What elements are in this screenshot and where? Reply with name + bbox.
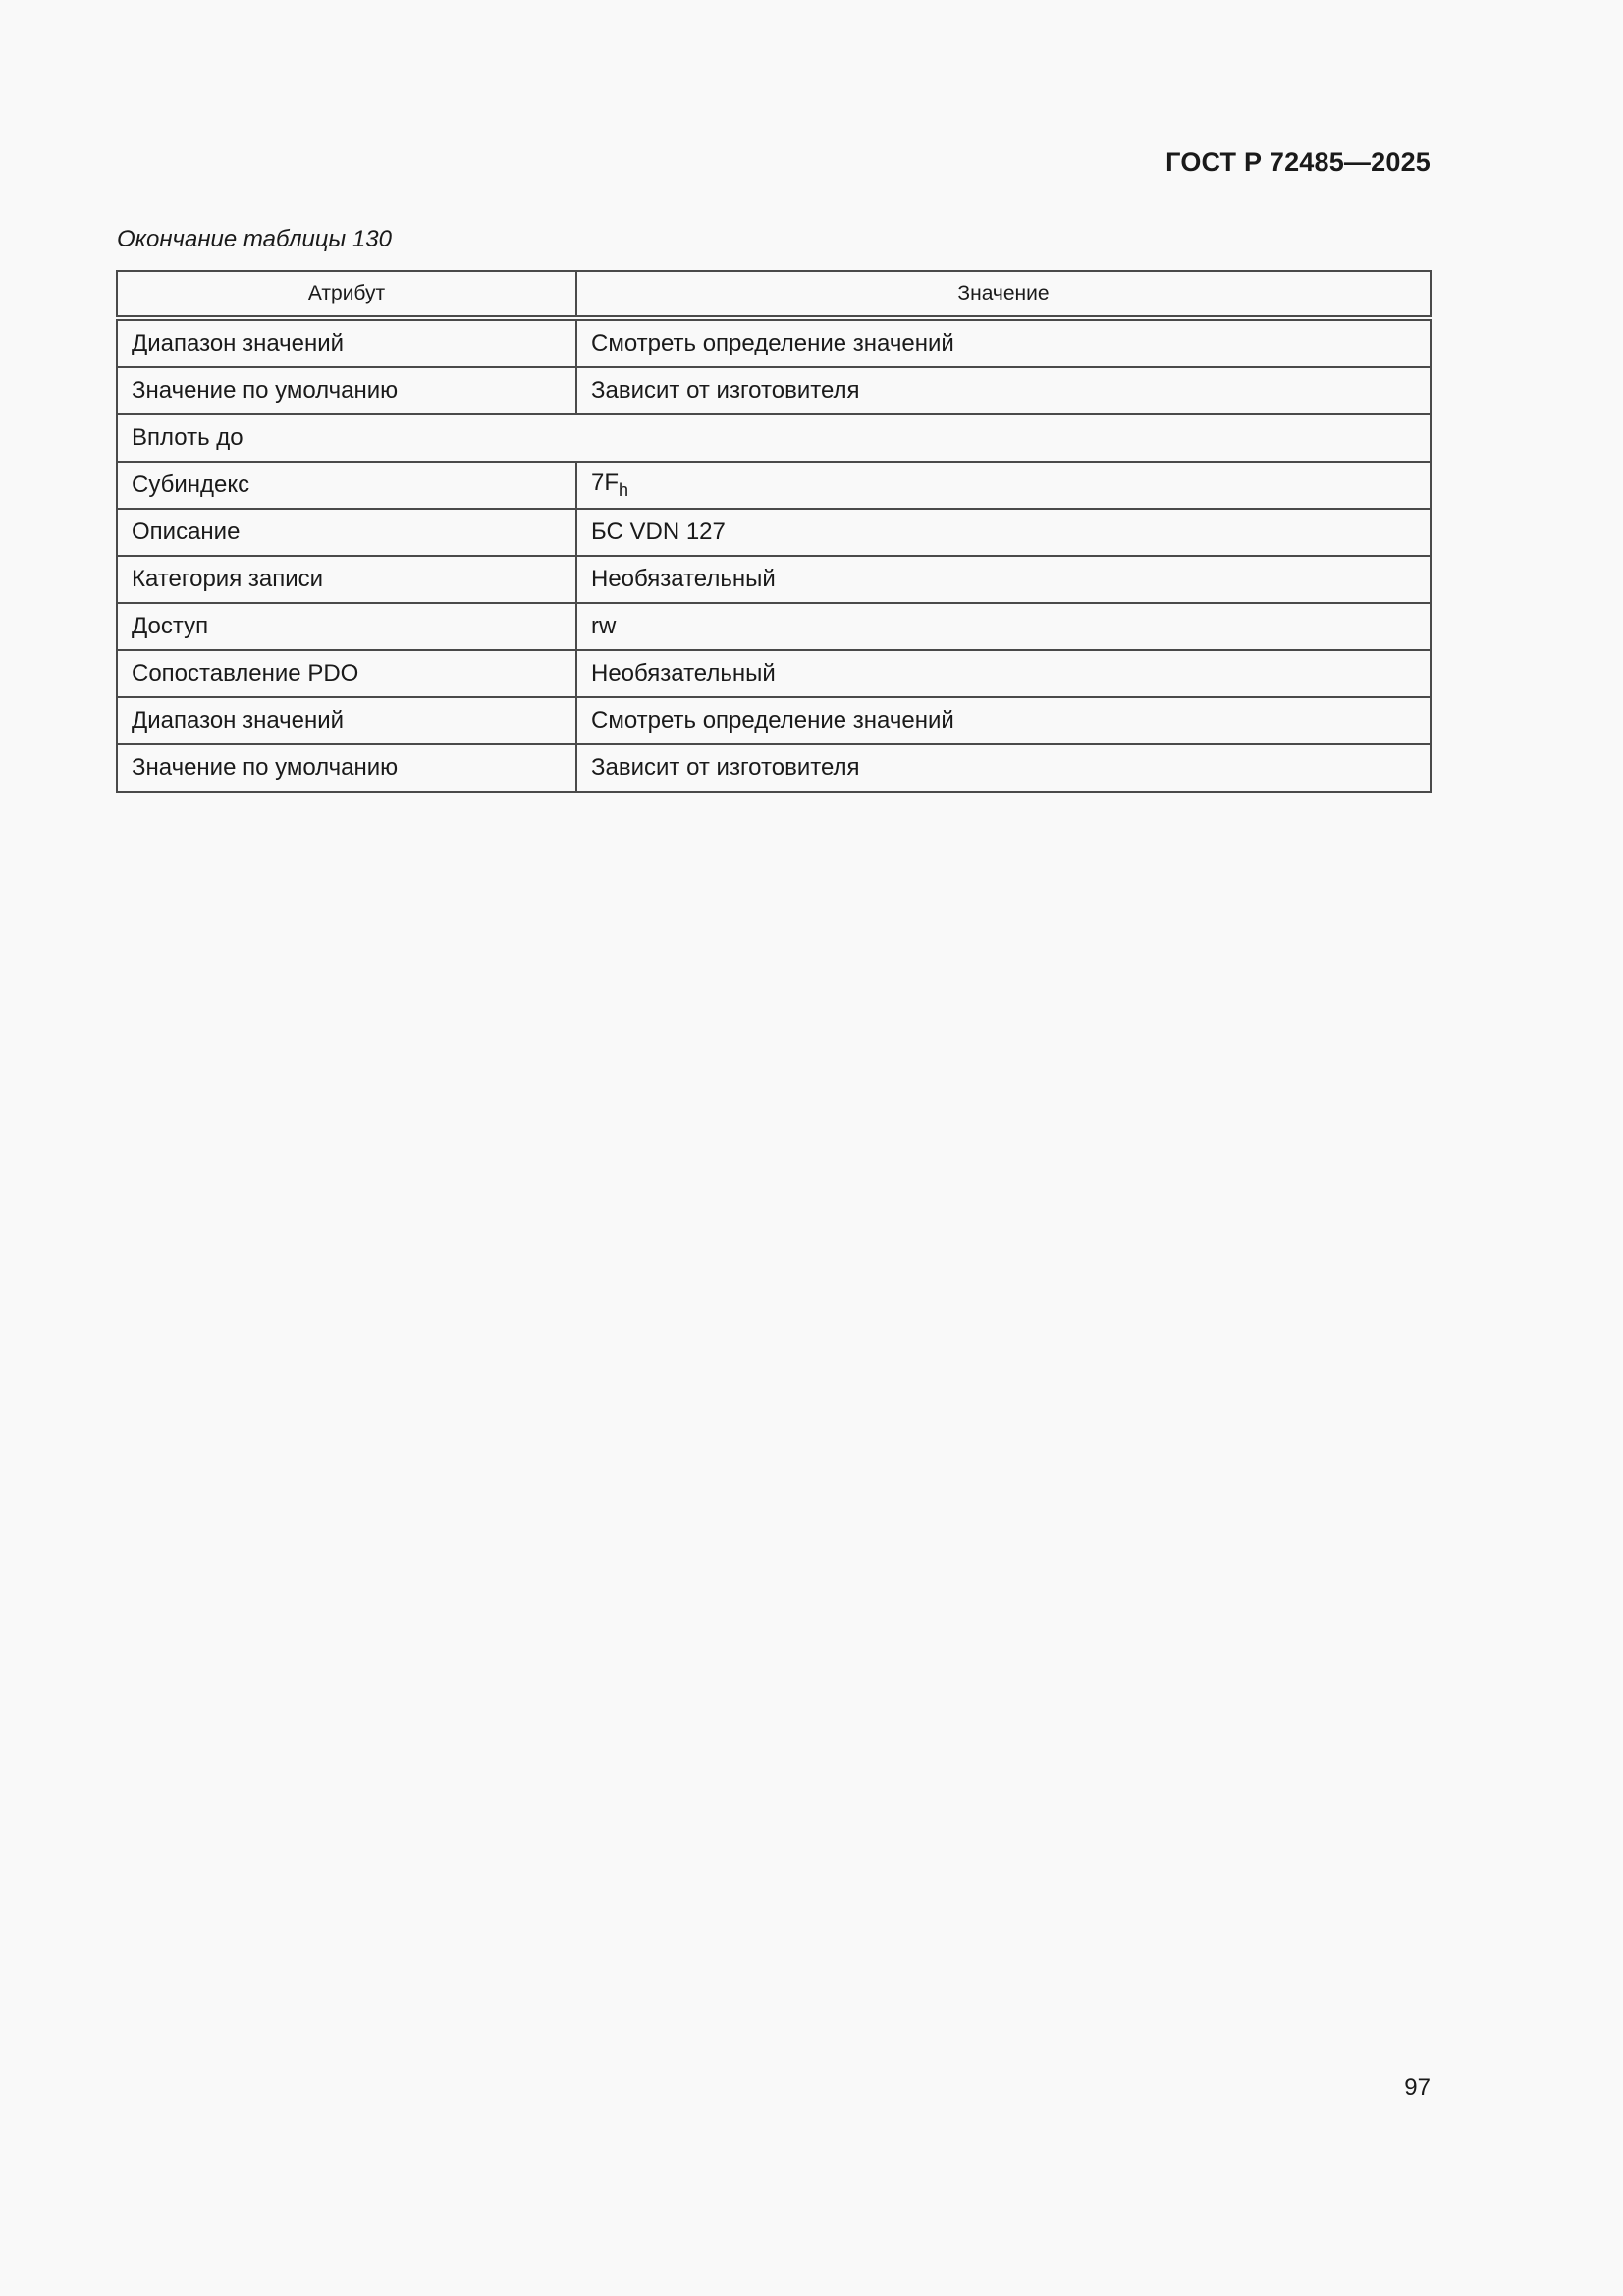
section-cell: Вплоть до — [117, 414, 1431, 462]
attribute-cell: Категория записи — [117, 556, 576, 603]
value-cell: БС VDN 127 — [576, 509, 1431, 556]
value-cell: Смотреть определение значений — [576, 318, 1431, 367]
value-main: 7F — [591, 469, 620, 496]
table-row — [117, 744, 1431, 792]
page-number: 97 — [1404, 2074, 1431, 2101]
value-subscript: h — [619, 480, 629, 500]
column-header-attribute: Атрибут — [117, 271, 576, 318]
document-code: ГОСТ Р 72485—2025 — [1165, 147, 1431, 177]
value-cell: Необязательный — [576, 650, 1431, 697]
attribute-cell: Субиндекс — [117, 462, 576, 509]
table-section-row — [117, 414, 1431, 462]
column-header-value: Значение — [576, 271, 1431, 318]
table-header-row — [117, 271, 1431, 318]
table-row — [117, 462, 1431, 509]
table-row — [117, 697, 1431, 744]
attribute-cell: Диапазон значений — [117, 318, 576, 367]
attribute-cell: Значение по умолчанию — [117, 744, 576, 792]
value-cell: Зависит от изготовителя — [576, 367, 1431, 414]
table-row — [117, 318, 1431, 367]
table-row — [117, 556, 1431, 603]
attribute-cell: Доступ — [117, 603, 576, 650]
attribute-cell: Описание — [117, 509, 576, 556]
table-row — [117, 603, 1431, 650]
attribute-table — [116, 270, 1432, 793]
value-cell — [576, 462, 1431, 509]
table-row — [117, 509, 1431, 556]
attribute-cell: Сопоставление PDO — [117, 650, 576, 697]
value-cell: Необязательный — [576, 556, 1431, 603]
table-caption: Окончание таблицы 130 — [117, 226, 392, 252]
attribute-cell: Диапазон значений — [117, 697, 576, 744]
value-cell: Смотреть определение значений — [576, 697, 1431, 744]
table-row — [117, 367, 1431, 414]
value-cell: Зависит от изготовителя — [576, 744, 1431, 792]
table-row — [117, 650, 1431, 697]
attribute-cell: Значение по умолчанию — [117, 367, 576, 414]
value-cell: rw — [576, 603, 1431, 650]
